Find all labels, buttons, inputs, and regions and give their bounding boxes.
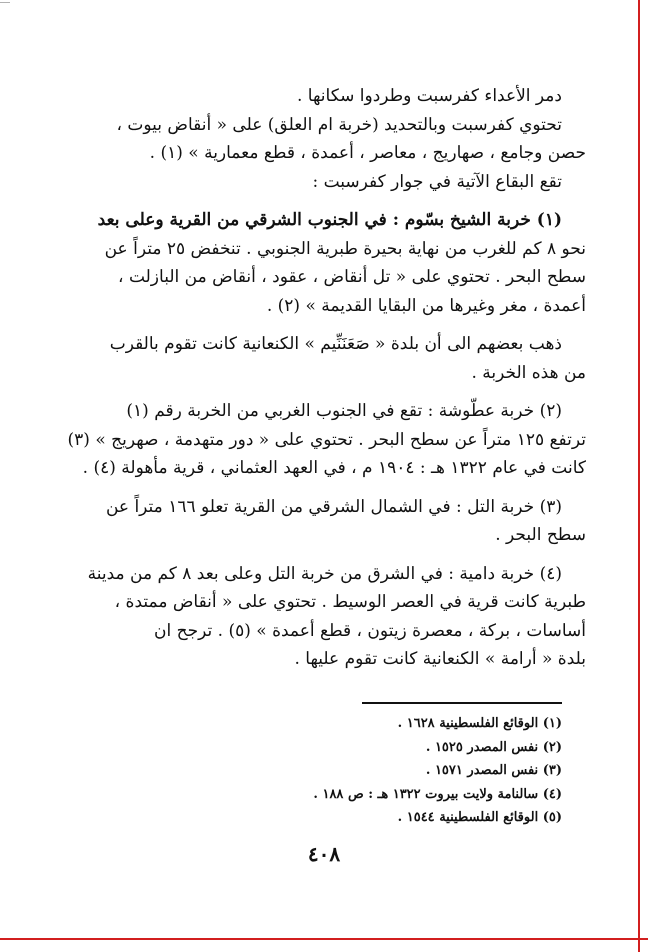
text-line: حصن وجامع ، صهاريج ، معاصر ، أعمدة ، قطع معمارية » (١) .: [149, 143, 586, 163]
body-text: [62, 82, 586, 674]
footnote-item: (٤) سالنامة ولايت بيروت ١٣٢٢ هـ : ص ١٨٨ .: [313, 786, 562, 802]
text-line: دمر الأعداء كفرسبت وطردوا سكانها .: [296, 86, 562, 106]
text-line: أساسات ، بركة ، معصرة زيتون ، قطع أعمدة » (٥) . ترجح ان: [154, 620, 586, 641]
footnote-item: (١) الوقائع الفلسطينية ١٦٢٨ .: [397, 716, 562, 731]
text-line: كانت في عام ١٣٢٢ هـ : ١٩٠٤ م ، في العهد العثماني ، قرية مأهولة (٤) .: [82, 458, 586, 478]
footnote-item: (٣) نفس المصدر ١٥٧١ .: [425, 763, 562, 778]
text-line: تقع البقاع الآتية في جوار كفرسبت :: [312, 171, 562, 192]
frame-border-right: [638, 0, 640, 952]
footnote-item: (٢) نفس المصدر ١٥٢٥ .: [425, 739, 562, 755]
text-line: سطح البحر . تحتوي على « تل أنقاض ، عقود ، أنقاض من البازلت ،: [118, 267, 586, 287]
footnote-item: (٥) الوقائع الفلسطينية ١٥٤٤ .: [397, 810, 562, 825]
footnotes: [182, 702, 562, 830]
page-number: ٤٠٨: [307, 842, 341, 866]
text-line: أعمدة ، مغر وغيرها من البقايا القديمة » (٢) .: [266, 295, 586, 316]
text-line: ذهب بعضهم الى أن بلدة « صَعَنَنِّيم » الكنعانية كانت تقوم بالقرب: [109, 334, 562, 354]
footnote-divider: [362, 702, 562, 704]
text-line: (٤) خربة دامية : في الشرق من خربة التل وعلى بعد ٨ كم من مدينة: [87, 563, 562, 584]
text-line: بلدة « أرامة » الكنعانية كانت تقوم عليها .: [294, 649, 586, 669]
text-line: ترتفع ١٢٥ متراً عن سطح البحر . تحتوي على « دور متهدمة ، صهريج » (٣): [67, 429, 586, 450]
text-line: نحو ٨ كم للغرب من نهاية بحيرة طبرية الجنوبي . تنخفض ٢٥ متراً عن: [104, 238, 586, 259]
scan-edge-top: [0, 2, 10, 3]
text-line: (١) خربة الشيخ بسّوم : في الجنوب الشرقي من القرية وعلى بعد: [97, 210, 562, 230]
text-line: من هذه الخربة .: [471, 362, 586, 383]
text-line: طبرية كانت قرية في العصر الوسيط . تحتوي على « أنقاض ممتدة ،: [114, 592, 586, 612]
frame-border-bottom: [0, 938, 648, 940]
text-line: (٢) خربة عطّوشة : تقع في الجنوب الغربي من الخربة رقم (١): [126, 401, 562, 421]
text-line: تحتوي كفرسبت وبالتحديد (خربة ام العلق) على « أنقاض بيوت ،: [116, 114, 562, 135]
text-line: (٣) خربة التل : في الشمال الشرقي من القرية تعلو ١٦٦ متراً عن: [105, 496, 562, 517]
text-line: سطح البحر .: [495, 525, 586, 545]
